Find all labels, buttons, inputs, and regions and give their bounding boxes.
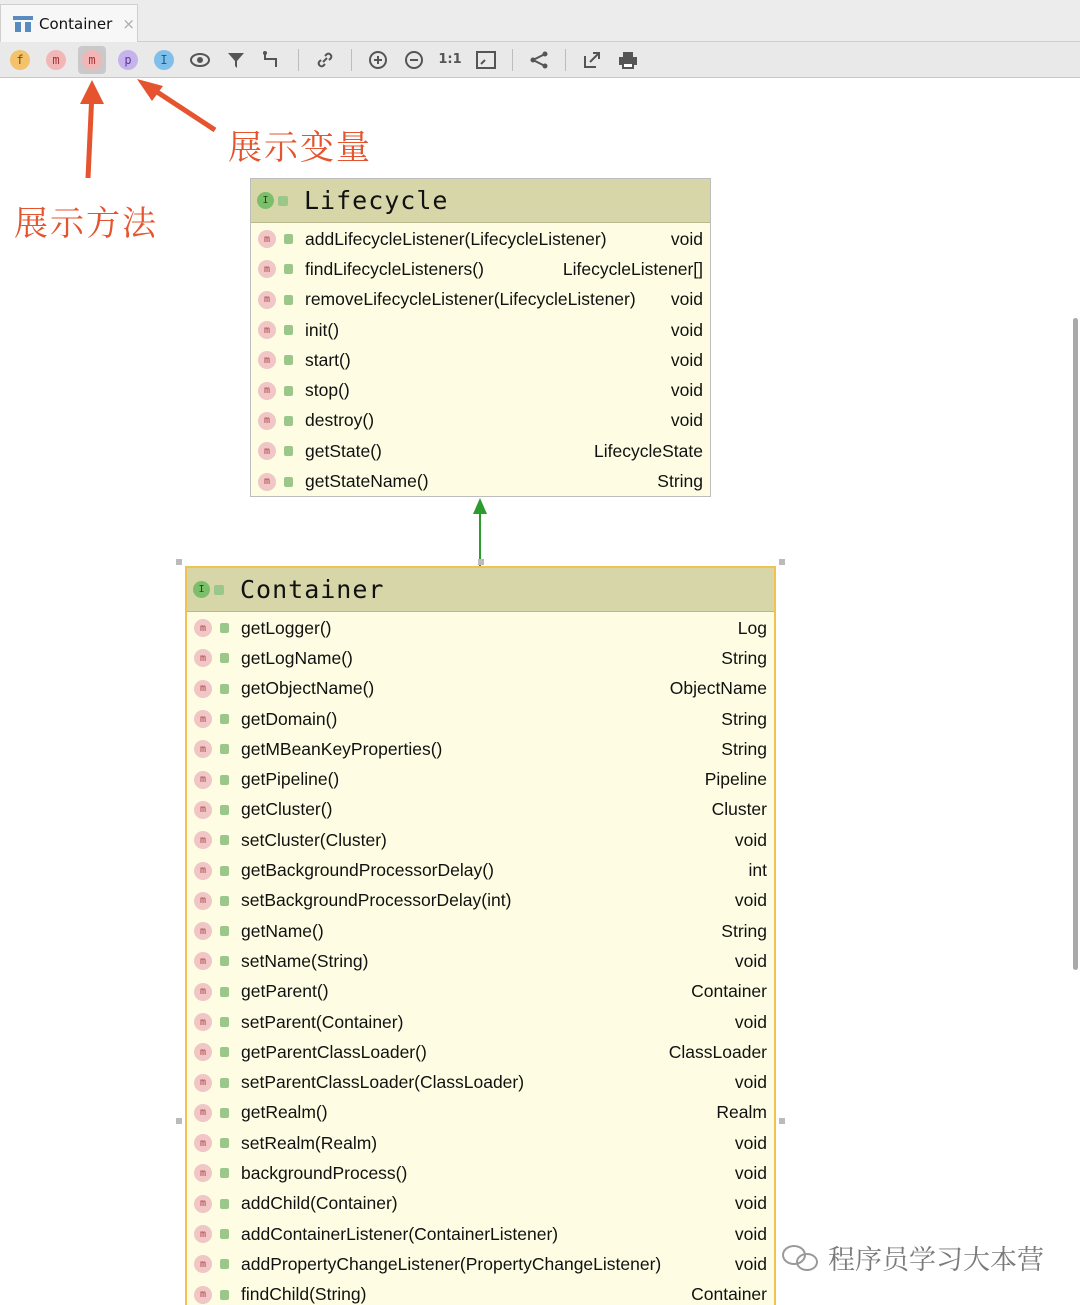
method-row[interactable] [187,886,774,916]
vertical-scrollbar[interactable] [1073,318,1078,970]
method-return-type: void [734,1072,767,1093]
method-name: getName() [241,920,324,941]
show-fields-button[interactable]: f [10,50,30,70]
method-row[interactable] [251,466,710,496]
show-constructors-button[interactable]: m [46,50,66,70]
method-row[interactable] [187,977,774,1007]
method-return-type: void [670,228,703,249]
public-lock-icon [284,234,293,244]
public-lock-icon [220,987,229,997]
method-row[interactable] [251,436,710,466]
public-lock-icon [220,866,229,876]
method-row[interactable] [187,1128,774,1158]
public-lock-icon [278,196,288,206]
close-icon[interactable]: × [122,14,135,33]
method-return-type: String [721,647,767,668]
toolbar-separator [298,49,299,71]
method-icon: m [194,710,212,728]
method-return-type: void [670,319,703,340]
container-interface-node[interactable] [185,566,776,1305]
container-title: Container [240,575,385,604]
method-return-type: void [734,1193,767,1214]
interface-icon: I [193,581,210,598]
public-lock-icon [284,446,293,456]
show-properties-button[interactable]: p [118,50,138,70]
method-return-type: void [734,1132,767,1153]
method-row[interactable] [187,1158,774,1188]
method-icon: m [194,649,212,667]
method-name: setParent(Container) [241,1011,404,1032]
method-icon: m [194,801,212,819]
method-row[interactable] [187,1280,774,1305]
edge-route-icon[interactable] [262,50,282,70]
export-icon[interactable] [582,50,602,70]
public-lock-icon [220,623,229,633]
diagram-icon [13,16,33,32]
public-lock-icon [220,835,229,845]
public-lock-icon [284,325,293,335]
public-lock-icon [214,585,224,595]
method-row[interactable] [251,406,710,436]
show-methods-annotation: 展示方法 [14,204,158,244]
tab-container[interactable] [0,4,138,42]
method-icon: m [258,473,276,491]
method-icon: m [194,1134,212,1152]
method-icon: m [194,862,212,880]
zoom-out-icon[interactable] [404,50,424,70]
method-name: getLogger() [241,617,332,638]
method-icon: m [194,1225,212,1243]
method-return-type: Cluster [711,799,767,820]
layout-icon[interactable] [529,50,549,70]
method-icon: m [258,351,276,369]
method-name: setName(String) [241,950,369,971]
show-inner-classes-button[interactable]: I [154,50,174,70]
method-icon: m [258,260,276,278]
method-row[interactable] [187,764,774,794]
method-row[interactable] [251,285,710,315]
method-name: getParent() [241,981,329,1002]
method-name: findLifecycleListeners() [305,258,484,279]
diagram-toolbar [0,42,1080,78]
public-lock-icon [220,1017,229,1027]
method-name: getRealm() [241,1102,328,1123]
method-row[interactable] [187,946,774,976]
public-lock-icon [220,775,229,785]
method-return-type: void [734,1223,767,1244]
method-name: addLifecycleListener(LifecycleListener) [305,228,607,249]
public-lock-icon [220,1259,229,1269]
method-name: addPropertyChangeListener(PropertyChangeListener) [241,1253,662,1274]
public-lock-icon [220,956,229,966]
public-lock-icon [220,926,229,936]
method-icon: m [194,922,212,940]
wechat-icon [780,1241,822,1275]
selection-handle[interactable] [176,1118,182,1124]
public-lock-icon [220,1138,229,1148]
method-icon: m [258,291,276,309]
method-icon: m [194,740,212,758]
method-icon: m [258,442,276,460]
method-row[interactable] [187,1249,774,1279]
method-name: addContainerListener(ContainerListener) [241,1223,559,1244]
fit-content-icon[interactable] [476,50,496,70]
method-return-type: void [734,1011,767,1032]
method-row[interactable] [187,613,774,643]
public-lock-icon [220,1078,229,1088]
method-name: setBackgroundProcessorDelay(int) [241,890,512,911]
tab-title: Container [39,14,113,33]
method-name: addChild(Container) [241,1193,398,1214]
method-return-type: Log [737,617,767,638]
method-row[interactable] [251,315,710,345]
method-name: setCluster(Cluster) [241,829,387,850]
method-row[interactable] [187,643,774,673]
public-lock-icon [284,416,293,426]
method-name: destroy() [305,410,375,431]
method-return-type: String [657,471,703,492]
method-name: stop() [305,380,350,401]
public-lock-icon [220,1199,229,1209]
method-name: getBackgroundProcessorDelay() [241,860,494,881]
method-name: getLogName() [241,647,353,668]
method-name: removeLifecycleListener(LifecycleListener) [305,289,636,310]
public-lock-icon [220,1168,229,1178]
method-name: getState() [305,440,382,461]
method-return-type: int [748,860,767,881]
method-return-type: LifecycleListener[] [562,258,703,279]
lifecycle-title: Lifecycle [304,186,449,215]
print-icon[interactable] [618,50,638,70]
method-icon: m [194,1164,212,1182]
public-lock-icon [220,896,229,906]
method-name: setRealm(Realm) [241,1132,378,1153]
method-name: getPipeline() [241,769,340,790]
method-row[interactable] [187,1037,774,1067]
method-icon: m [194,1195,212,1213]
method-name: findChild(String) [241,1284,367,1305]
zoom-in-icon[interactable] [368,50,388,70]
method-name: getMBeanKeyProperties() [241,738,443,759]
lifecycle-interface-node[interactable] [250,178,711,497]
method-return-type: Container [691,1284,767,1305]
method-return-type: String [721,708,767,729]
public-lock-icon [220,1047,229,1057]
editor-tab-bar [0,0,1080,42]
method-name: start() [305,349,351,370]
public-lock-icon [284,264,293,274]
public-lock-icon [220,805,229,815]
method-return-type: void [670,349,703,370]
toolbar-separator [512,49,513,71]
method-icon: m [82,50,102,70]
method-icon: m [194,1013,212,1031]
method-name: getObjectName() [241,678,375,699]
watermark-text: 程序员学习大本营 [828,1245,1044,1276]
method-row[interactable] [187,1098,774,1128]
method-row[interactable] [251,345,710,375]
public-lock-icon [220,1229,229,1239]
public-lock-icon [284,355,293,365]
public-lock-icon [220,744,229,754]
method-icon: m [194,952,212,970]
method-icon: m [194,771,212,789]
method-icon: m [194,619,212,637]
selection-handle[interactable] [779,1118,785,1124]
method-return-type: void [670,410,703,431]
watermark [780,1238,1044,1277]
method-name: init() [305,319,340,340]
method-return-type: void [734,890,767,911]
method-icon: m [194,1286,212,1304]
method-row[interactable] [251,254,710,284]
method-row[interactable] [187,1067,774,1097]
method-return-type: void [734,1253,767,1274]
interface-icon: I [257,192,274,209]
container-method-list [187,612,774,1305]
method-return-type: Pipeline [704,769,767,790]
show-variables-annotation: 展示变量 [228,128,372,168]
show-methods-toggle[interactable] [78,46,106,74]
method-row[interactable] [187,855,774,885]
eye-icon[interactable] [190,50,210,70]
method-row[interactable] [251,375,710,405]
method-icon: m [194,1074,212,1092]
method-return-type: String [721,920,767,941]
method-icon: m [194,892,212,910]
actual-size-button[interactable]: 1:1 [438,52,462,67]
selection-handle[interactable] [176,559,182,565]
method-icon: m [194,1043,212,1061]
public-lock-icon [220,714,229,724]
lifecycle-method-list [251,223,710,497]
method-name: getParentClassLoader() [241,1041,427,1062]
toolbar-separator [565,49,566,71]
public-lock-icon [284,477,293,487]
public-lock-icon [284,386,293,396]
method-return-type: Realm [716,1102,767,1123]
container-header [187,568,774,612]
method-name: setParentClassLoader(ClassLoader) [241,1072,525,1093]
method-return-type: ObjectName [669,678,767,699]
method-icon: m [194,1255,212,1273]
method-icon: m [258,412,276,430]
method-row[interactable] [187,1219,774,1249]
method-name: getCluster() [241,799,333,820]
filter-icon[interactable] [226,50,246,70]
method-return-type: void [734,1162,767,1183]
method-return-type: ClassLoader [668,1041,767,1062]
lifecycle-header [251,179,710,223]
method-row[interactable] [187,704,774,734]
method-return-type: Container [691,981,767,1002]
method-row[interactable] [187,1007,774,1037]
selection-handle[interactable] [779,559,785,565]
method-return-type: void [734,950,767,971]
method-row[interactable] [251,224,710,254]
method-icon: m [194,983,212,1001]
method-row[interactable] [187,825,774,855]
public-lock-icon [220,1290,229,1300]
public-lock-icon [220,684,229,694]
selection-handle[interactable] [478,559,484,565]
method-name: getDomain() [241,708,338,729]
public-lock-icon [220,653,229,663]
link-icon[interactable] [315,50,335,70]
method-name: getStateName() [305,471,429,492]
method-row[interactable] [187,734,774,764]
method-icon: m [194,831,212,849]
method-icon: m [194,680,212,698]
method-row[interactable] [187,674,774,704]
method-return-type: void [670,380,703,401]
method-icon: m [258,230,276,248]
method-icon: m [258,321,276,339]
method-icon: m [258,382,276,400]
toolbar-separator [351,49,352,71]
method-return-type: void [734,829,767,850]
method-icon: m [194,1104,212,1122]
method-name: backgroundProcess() [241,1162,408,1183]
method-row[interactable] [187,1189,774,1219]
method-return-type: String [721,738,767,759]
method-return-type: void [670,289,703,310]
method-row[interactable] [187,916,774,946]
method-row[interactable] [187,795,774,825]
public-lock-icon [284,295,293,305]
public-lock-icon [220,1108,229,1118]
method-return-type: LifecycleState [594,440,703,461]
